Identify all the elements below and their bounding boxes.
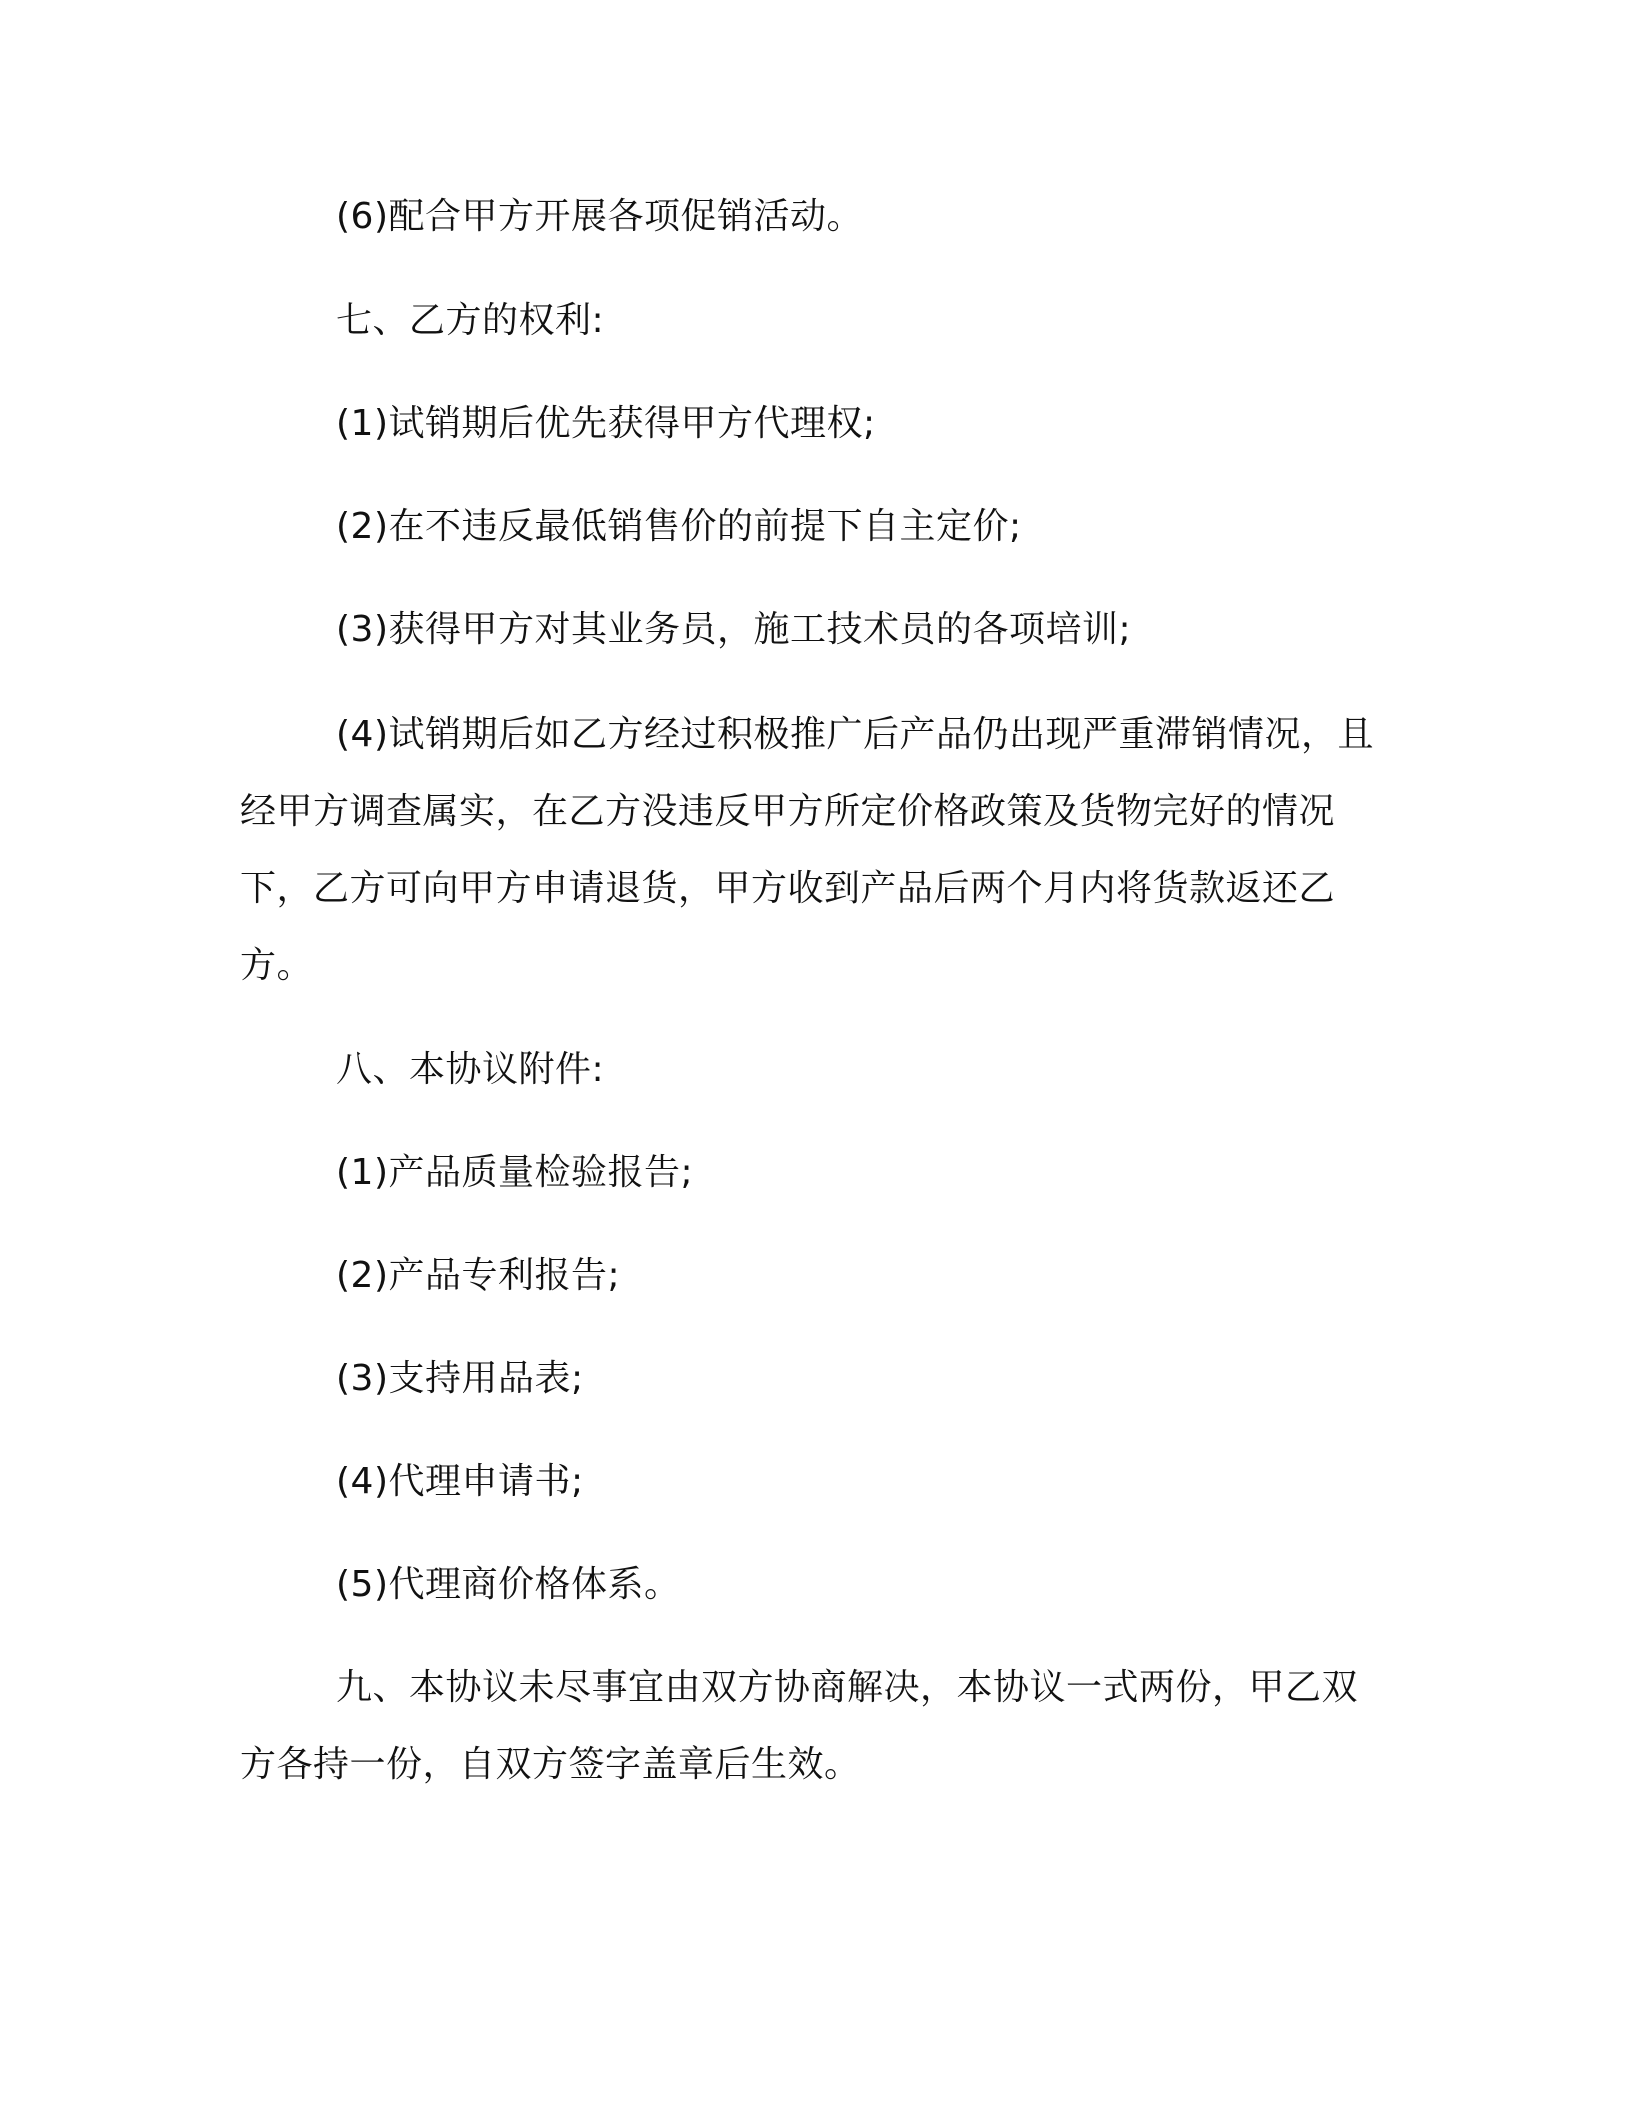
list-item-pricing: (2)在不违反最低销售价的前提下自主定价;: [336, 506, 1022, 547]
paragraph-promotion-cooperation: (6)配合甲方开展各项促销活动。: [336, 196, 863, 237]
list-item-application: (4)代理申请书;: [336, 1461, 584, 1502]
list-item-patent-report: (2)产品专利报告;: [336, 1255, 621, 1296]
closing-clause: 九、本协议未尽事宜由双方协商解决，本协议一式两份，甲乙双方各持一份，自双方签字盖章后生效。: [240, 1667, 1359, 1785]
section-heading-rights: 七、乙方的权利:: [336, 300, 605, 341]
list-item-quality-report: (1)产品质量检验报告;: [336, 1152, 694, 1193]
list-item-agency-priority: (1)试销期后优先获得甲方代理权;: [336, 403, 876, 444]
list-item-return-policy: (4)试销期后如乙方经过积极推广后产品仍出现严重滞销情况，且经甲方调查属实，在乙方没违反甲方所定价格政策及货物完好的情况下，乙方可向甲方申请退货，甲方收到产品后两个月内将货款返还乙方。: [240, 714, 1374, 986]
list-item-supplies-table: (3)支持用品表;: [336, 1358, 584, 1399]
list-item-training: (3)获得甲方对其业务员，施工技术员的各项培训;: [336, 609, 1132, 650]
section-heading-attachments: 八、本协议附件:: [336, 1049, 605, 1090]
list-item-price-system: (5)代理商价格体系。: [336, 1564, 681, 1605]
